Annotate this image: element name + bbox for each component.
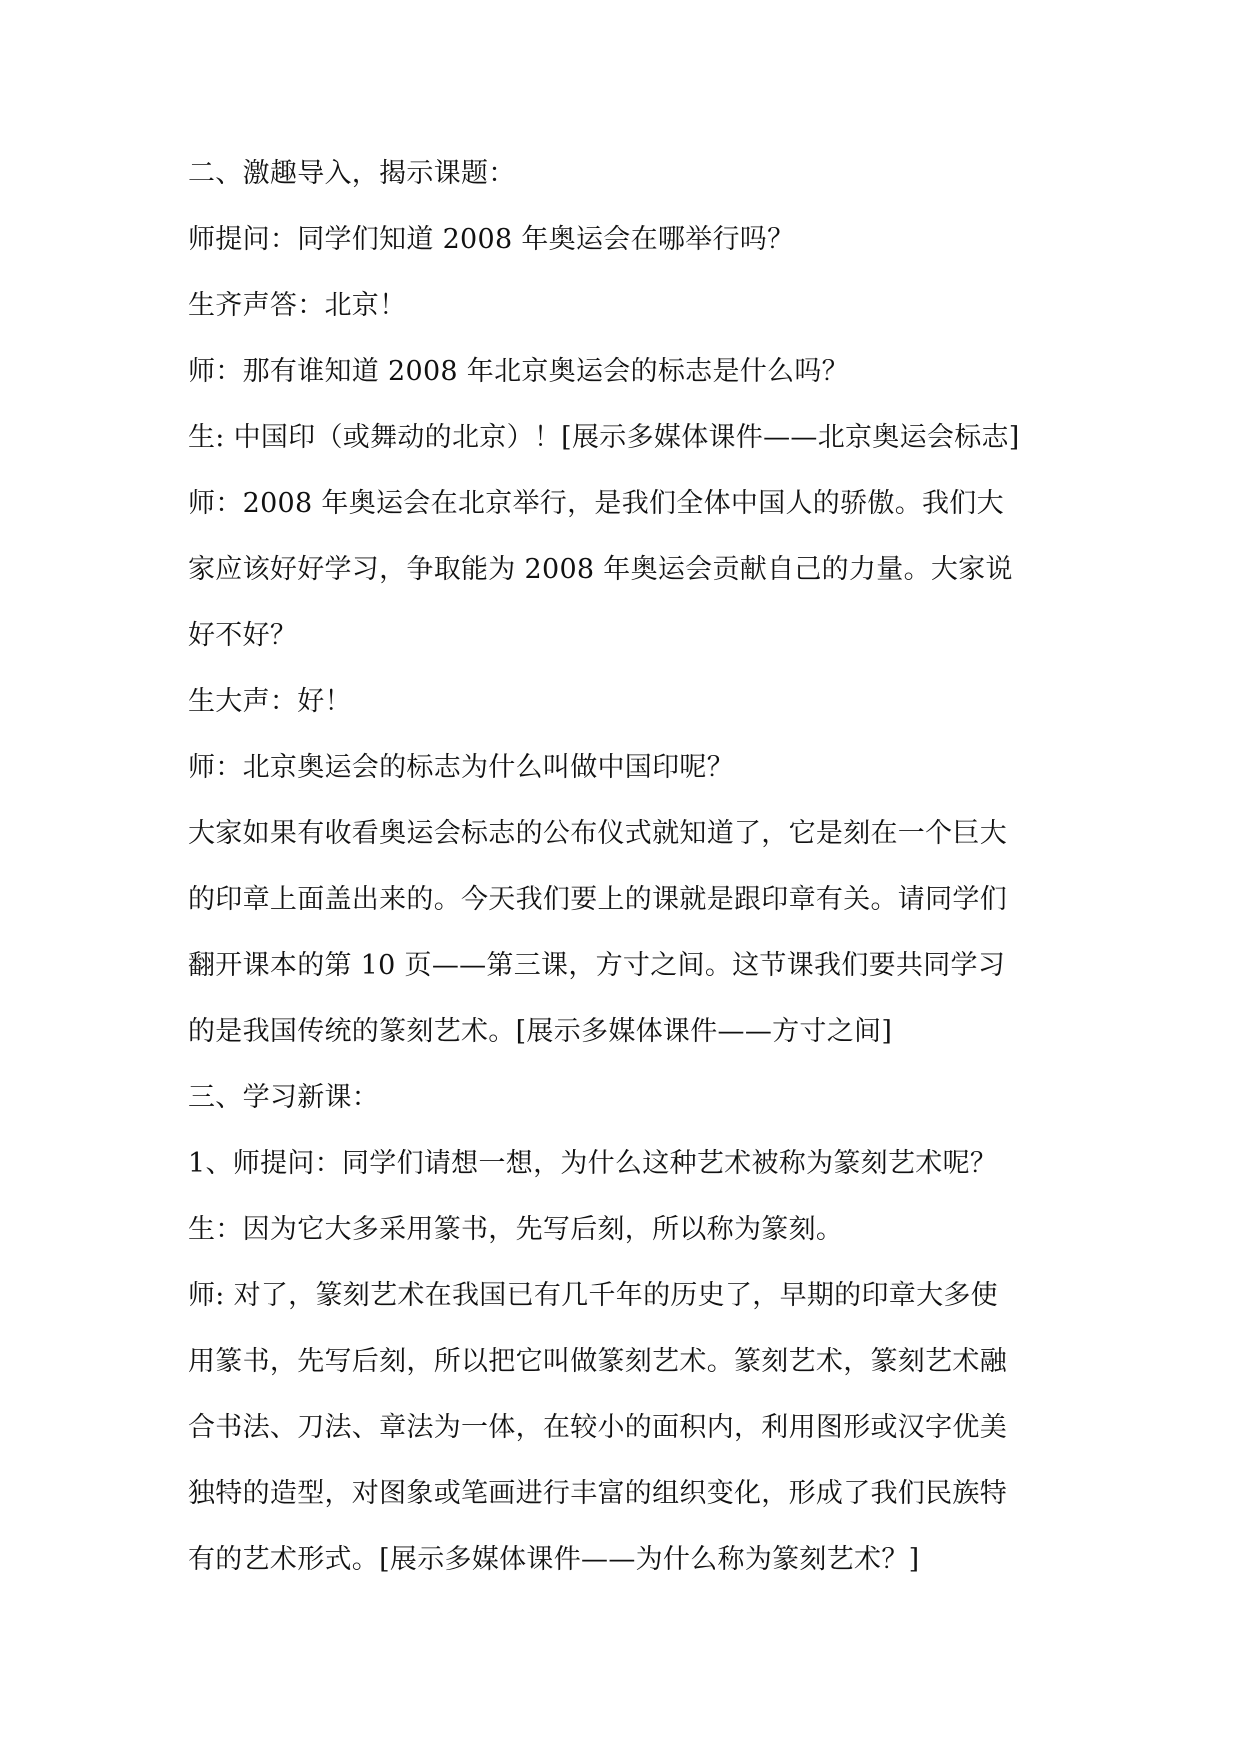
text-line: 二、激趣导入，揭示课题： <box>188 158 516 189</box>
text-line: 师: 对了，篆刻艺术在我国已有几千年的历史了，早期的印章大多使 <box>188 1280 998 1311</box>
text-line: 1、师提问：同学们请想一想，为什么这种艺术被称为篆刻艺术呢？ <box>188 1148 998 1179</box>
text-line: 用篆书，先写后刻，所以把它叫做篆刻艺术。篆刻艺术，篆刻艺术融 <box>188 1346 1007 1377</box>
text-line: 家应该好好学习，争取能为 2008 年奥运会贡献自己的力量。大家说 <box>188 554 1013 585</box>
text-line: 生大声：好！ <box>188 686 352 717</box>
text-line: 生：因为它大多采用篆书，先写后刻，所以称为篆刻。 <box>188 1214 844 1245</box>
text-line: 生齐声答：北京！ <box>188 290 407 321</box>
text-line: 师：2008 年奥运会在北京举行，是我们全体中国人的骄傲。我们大 <box>188 488 1004 519</box>
text-line: 师：那有谁知道 2008 年北京奥运会的标志是什么吗？ <box>188 356 849 387</box>
text-line: 的印章上面盖出来的。今天我们要上的课就是跟印章有关。请同学们 <box>188 884 1007 915</box>
text-line: 合书法、刀法、章法为一体，在较小的面积内，利用图形或汉字优美 <box>188 1412 1007 1443</box>
text-line: 有的艺术形式。[展示多媒体课件——为什么称为篆刻艺术？] <box>188 1544 920 1575</box>
document-body <box>188 157 1053 1609</box>
text-line: 的是我国传统的篆刻艺术。[展示多媒体课件——方寸之间] <box>188 1016 893 1047</box>
text-line: 三、学习新课： <box>188 1082 380 1113</box>
text-line: 翻开课本的第 10 页——第三课，方寸之间。这节课我们要共同学习 <box>188 950 1006 981</box>
text-line: 大家如果有收看奥运会标志的公布仪式就知道了，它是刻在一个巨大 <box>188 818 1007 849</box>
text-line: 师提问：同学们知道 2008 年奥运会在哪举行吗？ <box>188 224 795 255</box>
text-line: 师：北京奥运会的标志为什么叫做中国印呢？ <box>188 752 734 783</box>
text-line: 生: 中国印（或舞动的北京）！[展示多媒体课件——北京奥运会标志] <box>188 422 1020 453</box>
text-line: 好不好？ <box>188 620 298 651</box>
text-line: 独特的造型，对图象或笔画进行丰富的组织变化，形成了我们民族特 <box>188 1478 1007 1509</box>
